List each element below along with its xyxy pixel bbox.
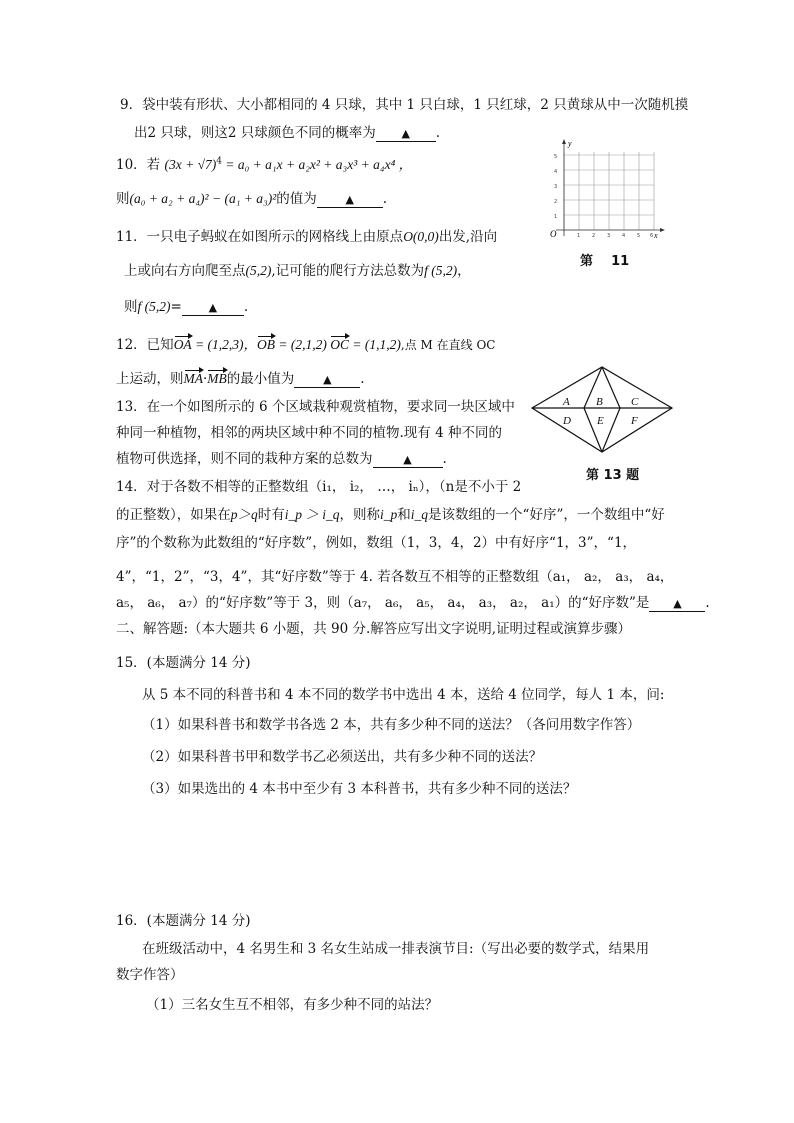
grid-lines [564, 152, 654, 230]
q12-oc-value: = (1,1,2) [349, 337, 401, 352]
q11-equals: = [170, 299, 182, 315]
q11-text-a: 11．一只电子蚂蚁在如图所示的网格线上由原点 [116, 229, 404, 245]
q12-text-2a: 上运动，则 [116, 371, 184, 387]
q14-iq: i_q [410, 507, 429, 522]
y-tick-5: 5 [554, 154, 558, 160]
blank-triangle-icon: ▲ [401, 127, 410, 140]
q10-expansion: = a₀ + a₁x + a₂x² + a₃x³ + a₄x⁴ ， [221, 157, 413, 172]
q14-ip: i_p [380, 507, 398, 522]
q14-inequality: i_p ＞ i_q [284, 507, 340, 522]
q16-intro-line2: 数字作答） [116, 967, 184, 983]
x-tick-6: 6 [650, 233, 654, 239]
x-tick-4: 4 [622, 233, 626, 239]
region-f-label: F [631, 415, 638, 427]
q12-line1 [116, 336, 495, 354]
q15-part3: （3）如果选出的 4 本书中至少有 3 本科普书，共有多少种不同的送法？ [142, 781, 577, 797]
q14-text-2i: 是该数组的一个“好序”，一个数组中“好 [428, 507, 665, 523]
q10-number: 10．若 [116, 157, 161, 173]
y-tick-1: 1 [554, 214, 558, 220]
figure-11-grid [542, 136, 672, 246]
x-tick-3: 3 [607, 233, 611, 239]
q14-answer-blank [649, 596, 705, 612]
q10-binomial: (3x + √7) [164, 157, 217, 172]
q15-intro: 从 5 本不同的科普书和 4 本不同的数学书中选出 4 本，送给 4 位同学，每人 1 本，问: [142, 687, 665, 703]
blank-triangle-icon: ▲ [673, 597, 682, 610]
figure-11-caption-prefix: 第 [580, 254, 594, 269]
q12-vector-mb: MB [207, 371, 227, 386]
q13-line3: 植物可供选择，则不同的栽种方案的总数为 ▲ . [116, 451, 447, 467]
q13-line2: 种同一种植物，相邻的两块区域中种不同的植物.现有 4 种不同的 [116, 425, 502, 441]
y-tick-labels [554, 154, 557, 220]
q10-line2: 则(a₀ + a₂ + a₄)² − (a₁ + a₃)²的值为 ▲ . [116, 191, 388, 207]
blank-triangle-icon: ▲ [208, 301, 218, 314]
q14-line5: a₅， a₆， a₇）的“好序数”等于 3，则（a₇， a₆， a₅， a₄， a₃， a₂， a₁）的“好序数”是 ▲ . [116, 595, 710, 611]
x-tick-1: 1 [577, 233, 581, 239]
q14-condition: p＞q [230, 507, 258, 522]
q14-text-2a: 的正整数），如果在 [116, 507, 231, 523]
q10-prefix: 则 [116, 191, 130, 207]
q14-line3: 序”的个数称为此数组的“好序数”，例如，数组（1，3，4，2）中有好序“1，3”，“1， [116, 535, 637, 551]
q9-line1: 9．袋中装有形状、大小都相同的 4 只球，其中 1 只白球，1 只红球，2 只黄球从中一次随机摸 [120, 97, 689, 113]
x-tick-labels [577, 233, 653, 239]
y-axis-label: y [568, 139, 572, 148]
q11-target-point: (5,2) [245, 263, 272, 278]
region-labels [562, 396, 639, 427]
region-d-label: D [563, 415, 571, 427]
q13-line1: 13．在一个如图所示的 6 个区域栽种观赏植物，要求同一块区域中 [116, 399, 515, 415]
q12-oa-value: = (1,2,3)， [191, 337, 258, 352]
q12-line2: 上运动，则MA·MB的最小值为 ▲ . [116, 371, 365, 387]
x-tick-5: 5 [637, 233, 641, 239]
q13-text: 植物可供选择，则不同的栽种方案的总数为 [116, 451, 373, 467]
q14-line1: 14．对于各数不相等的正整数组（i₁， i₂， …， iₙ），（n是不小于 2 [116, 479, 522, 495]
q16-part1: （1）三名女生互不相邻，有多少种不同的站法？ [146, 997, 439, 1013]
q11-function-2: f (5,2) [137, 299, 171, 314]
x-tick-2: 2 [592, 233, 596, 239]
origin-label: O [550, 229, 557, 239]
q12-vector-ma: MA [183, 371, 203, 386]
q11-line1 [116, 228, 497, 246]
blank-triangle-icon: ▲ [403, 453, 412, 466]
q10-expression: (a₀ + a₂ + a₄)² − (a₁ + a₃)² [129, 191, 277, 206]
y-tick-4: 4 [554, 169, 558, 175]
q10-answer-blank [317, 192, 383, 208]
q12-vector-oc: OC [330, 337, 350, 352]
region-e-label: E [597, 415, 604, 427]
q12-vector-ob: OB [257, 337, 276, 352]
q14-line2 [116, 506, 665, 524]
q14-and: 和 [397, 507, 411, 523]
q11-text-2a: 上或向右方向爬至点 [124, 263, 246, 279]
q15-title: 15．(本题满分 14 分) [116, 655, 251, 671]
region-b-label: B [596, 396, 603, 408]
x-axis-label: x [654, 231, 658, 240]
q14-text-2c: 时有 [257, 507, 285, 523]
q15-part2: （2）如果科普书甲和数学书乙必须送出，共有多少种不同的送法？ [142, 749, 543, 765]
y-axis-arrow-icon [562, 139, 566, 144]
q12-text-b: ,点 M 在直线 OC [400, 338, 496, 352]
q9-answer-blank [376, 126, 436, 142]
figure-11-caption-number: 11 [611, 254, 630, 269]
q11-text-2e: ， [457, 263, 471, 279]
q11-origin-point: O(0,0) [403, 229, 439, 244]
q16-intro-line1: 在班级活动中，4 名男生和 3 名女生站成一排表演节目:（写出必要的数学式，结果用 [142, 941, 650, 957]
q12-vector-oa: OA [173, 337, 192, 352]
q11-function: f (5,2) [424, 263, 458, 278]
q11-line2 [124, 262, 471, 280]
q12-text-2b: 的最小值为 [226, 371, 295, 387]
q10-line1: 10．若 $(3x + √7)^4 = a_0 + a_1x + a_2x^2 + a_3x^3 + a_4x^4$ ， [116, 156, 413, 173]
q12-ob-value: = (2,1,2) [275, 337, 331, 352]
region-a-label: A [563, 396, 570, 408]
q11-text-3a: 则 [124, 299, 138, 315]
figure-13-caption: 第 13 题 [586, 468, 640, 483]
figure-13-diagram [528, 362, 676, 458]
q11-answer-blank [182, 300, 244, 316]
blank-triangle-icon: ▲ [323, 373, 332, 386]
q16-title: 16．(本题满分 14 分) [116, 913, 251, 929]
q10-suffix: 的值为 [276, 191, 317, 207]
q12-text-a: 12．已知 [116, 337, 174, 353]
y-tick-2: 2 [554, 199, 558, 205]
q11-line3: 则f (5,2)= ▲ . [124, 299, 249, 315]
q14-line4: 4”，“1，2”，“3，4”，其“好序数”等于 4. 若各数互不相等的正整数组（a₁， a₂， a₃， a₄， [116, 569, 674, 585]
q11-text-c: 出发,沿向 [438, 229, 498, 245]
q9-line2: 出2 只球，则这2 只球颜色不同的概率为 ▲ . [134, 125, 441, 141]
region-c-label: C [631, 396, 639, 408]
q14-text-5a: a₅， a₆， a₇）的“好序数”等于 3，则（a₇， a₆， a₅， a₄， a₃， a₂， a₁）的“好序数”是 [116, 595, 650, 611]
q11-text-2c: ,记可能的爬行方法总数为 [271, 263, 425, 279]
section-2-heading: 二、解答题:（本大题共 6 小题，共 90 分.解答应写出文字说明,证明过程或演算步骤） [116, 621, 632, 637]
blank-triangle-icon: ▲ [345, 193, 354, 206]
q12-dot: · [203, 371, 208, 387]
x-axis-arrow-icon [660, 228, 665, 232]
diagram-lines [532, 367, 672, 452]
q14-text-2e: ，则称 [339, 507, 381, 523]
y-tick-3: 3 [554, 184, 558, 190]
q9-line2-text: 出2 只球，则这2 只球颜色不同的概率为 [134, 125, 376, 141]
q12-answer-blank [294, 372, 360, 388]
q15-part1: （1）如果科普书和数学书各选 2 本，共有多少种不同的送法？（各问用数字作答） [142, 717, 641, 733]
figure-11-caption [580, 250, 629, 269]
q13-answer-blank [373, 452, 443, 468]
